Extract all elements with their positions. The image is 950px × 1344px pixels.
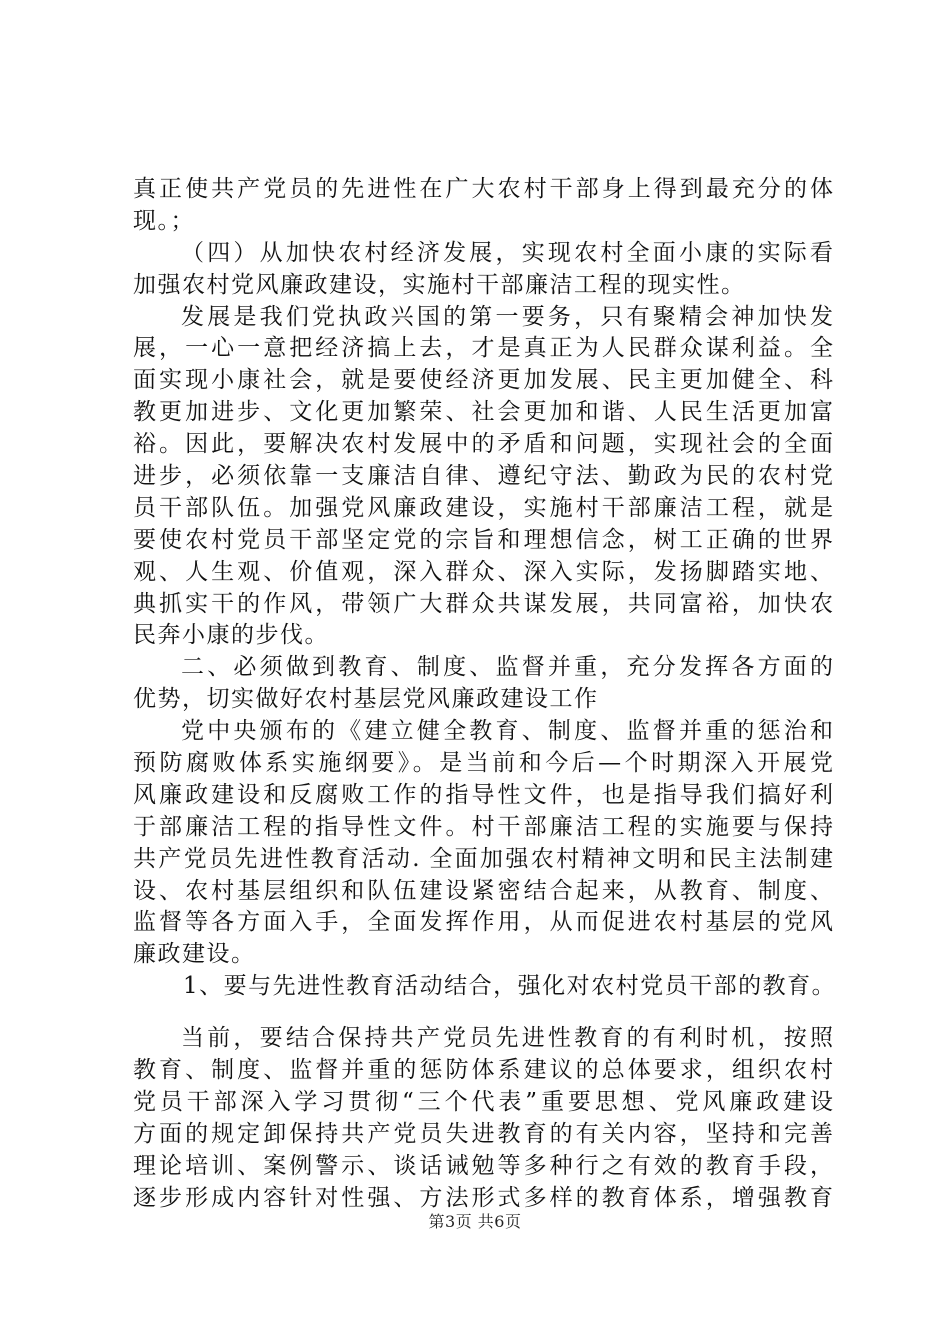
text-line: 方面的规定卸保持共产党员失进教育的有关内容，坚持和完善 <box>133 1120 833 1147</box>
text-line: 党中央颁布的《建立健全教育、制度、监督并重的惩治和 <box>181 718 833 745</box>
text-line: 于部廉洁工程的指导性文件。村干部廉洁工程的实施要与保持 <box>133 813 833 840</box>
subsection-heading-line: 1、要与先进性教育活动结合，强化对农村党员干部的教育。 <box>183 973 837 1000</box>
text-line: 监督等各方面入手，全面发挥作用，从而促进农村基层的党风 <box>133 909 833 936</box>
text-line: 典抓实干的作风，带领广大群众共谋发展，共同富裕，加快农 <box>133 590 833 617</box>
text-line: 逐步形成内容针对性强、方法形式多样的教育体系，增强教育 <box>133 1184 833 1211</box>
section-heading-line: 加强农村党风廉政建设，实施村干部廉洁工程的现实性。 <box>133 271 746 298</box>
text-line: 党员干部深入学习贯彻“三个代表”重要思想、党风廉政建设 <box>133 1088 833 1115</box>
text-line: 进步，必须依靠一支廉洁自律、遵纪守法、勤政为民的农村党 <box>133 463 833 490</box>
text-line: 现。； <box>133 207 195 234</box>
text-line: 要使农村党员干部坚定党的宗旨和理想信念，树工正确的世界 <box>133 526 833 553</box>
section-heading-line: 二、必须做到教育、制度、监督并重，充分发挥各方面的 <box>181 654 833 681</box>
text-line: 面实现小康社会，就是要使经济更加发展、民主更加健全、科 <box>133 367 833 394</box>
text-line: 发展是我们党执政兴国的第一要务，只有聚精会神加快发 <box>181 303 833 330</box>
text-line: 设、农村基层组织和队伍建设紧密结合起来，从教育、制度、 <box>133 877 833 904</box>
text-line: 教育、制度、监督并重的惩防体系建议的总体要求，组织农村 <box>133 1057 833 1084</box>
text-line: 展，一心一意把经济搞上去，才是真正为人民群众谋利益。全 <box>133 335 833 362</box>
text-line: 观、人生观、价值观，深入群众、深入实际，发扬脚踏实地、 <box>133 558 833 585</box>
text-line: 教更加进步、文化更加繁荣、社会更加和谐、人民生活更加富 <box>133 399 833 426</box>
text-line: 预防腐败体系实施纲要》。是当前和今后—个时期深入开展党 <box>133 750 833 777</box>
text-line: 当前，要结合保持共产党员先进性教育的有利时机，按照 <box>181 1025 833 1052</box>
text-line: 真正使共产党员的先进性在广大农村干部身上得到最充分的体 <box>133 176 833 202</box>
text-line: 共产党员先进性教育活动. 全面加强农村精神文明和民主法制建 <box>133 845 833 872</box>
text-line: 廉政建设。 <box>133 941 256 968</box>
text-line: 员干部队伍。加强党风廉政建设，实施村干部廉洁工程，就是 <box>133 494 833 521</box>
text-line: 理论培训、案例警示、谈话诫勉等多种行之有效的教育手段， <box>133 1152 833 1179</box>
document-body <box>133 174 837 1215</box>
paragraph-gap <box>133 1003 833 1023</box>
text-line: 风廉政建设和反腐败工作的指导性文件，也是指导我们搞好利 <box>133 781 833 808</box>
section-heading-line: 优势，切实做好农村基层党风廉政建设工作 <box>133 686 599 713</box>
text-line: 裕。因此，要解决农村发展中的矛盾和问题，实现社会的全面 <box>133 431 833 458</box>
text-line: 民奔小康的步伐。 <box>133 622 329 649</box>
section-heading-line: （四）从加快农村经济发展，实现农村全面小康的实际看 <box>181 239 833 266</box>
page-number-footer: 第3页 共6页 <box>428 1212 522 1231</box>
